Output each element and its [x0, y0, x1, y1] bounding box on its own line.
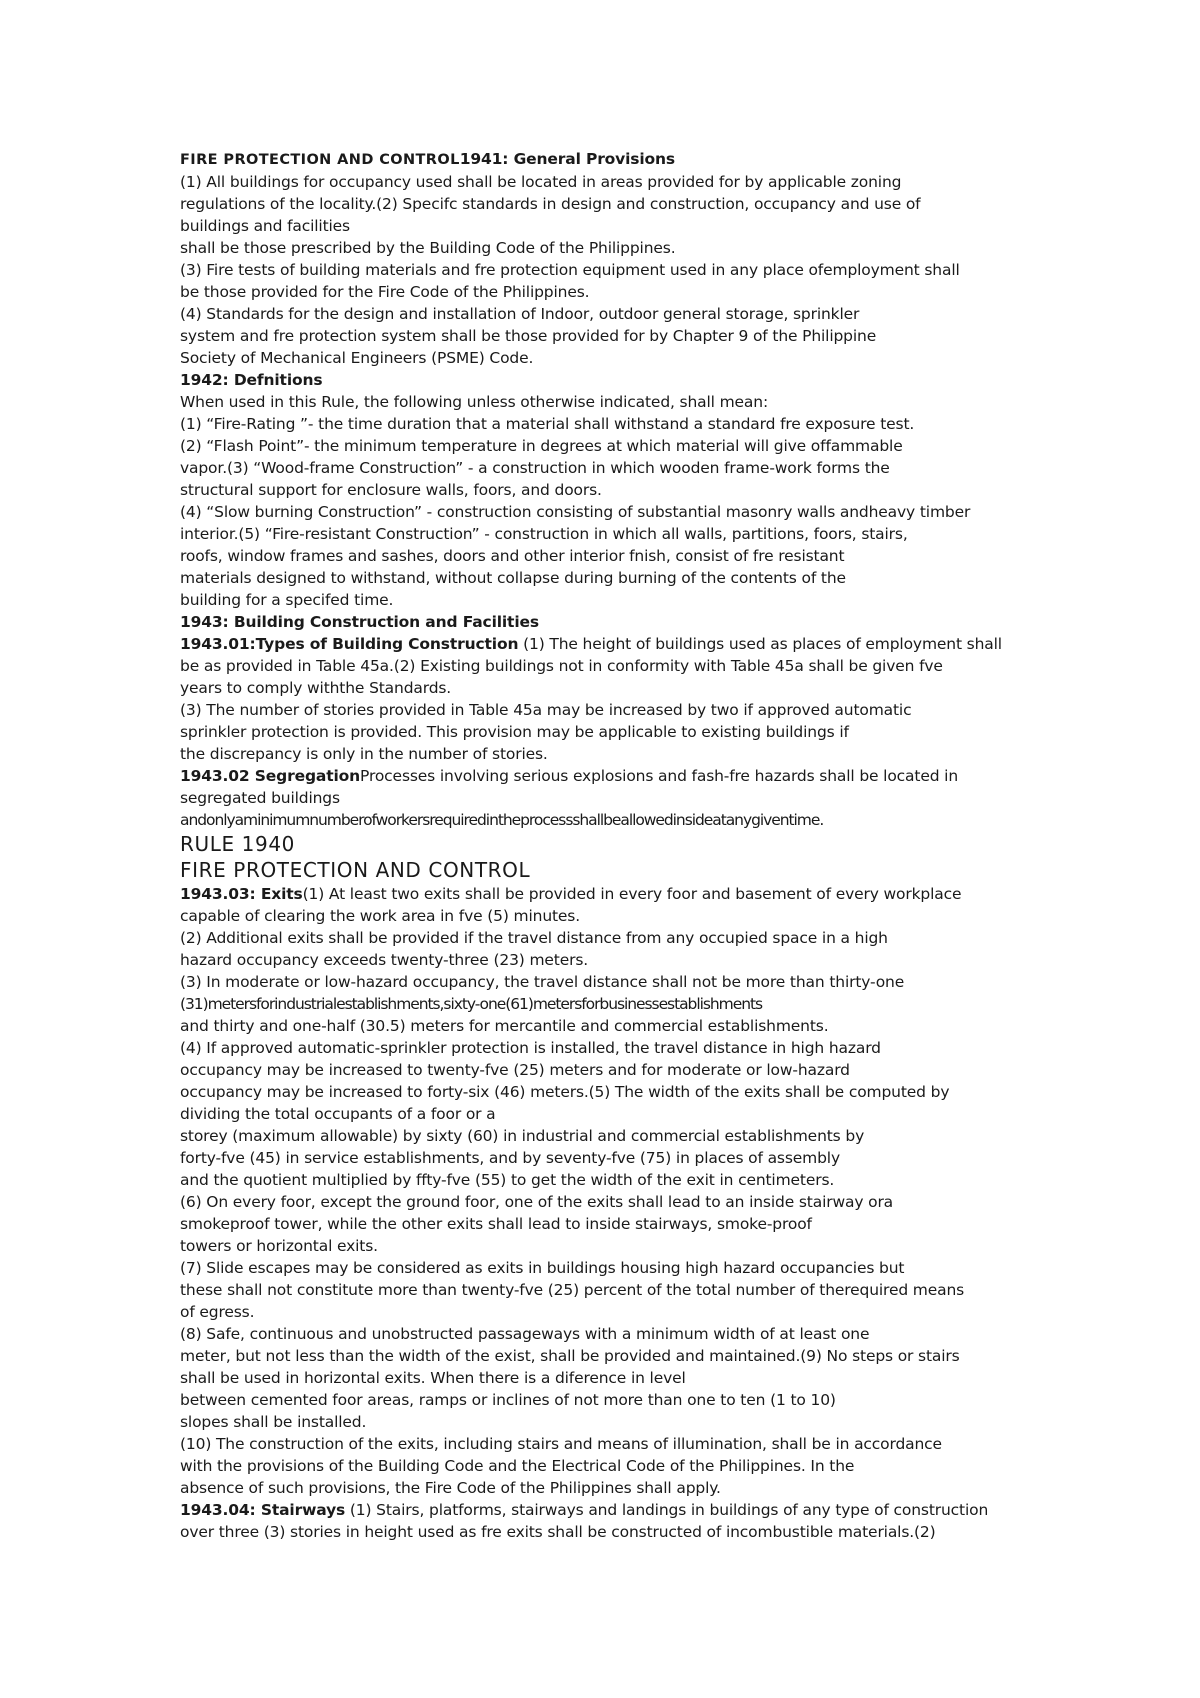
document-body: [180, 148, 1025, 1543]
text-line: materials designed to withstand, without collapse during burning of the contents of the: [180, 569, 846, 587]
text-run: (1) The height of buildings used as places of employment shall: [518, 635, 1002, 653]
text-line: sprinkler protection is provided. This provision may be applicable to existing buildings if: [180, 723, 849, 741]
section-heading-1941: 1941: General Provisions: [459, 150, 675, 168]
text-line: building for a specifed time.: [180, 591, 394, 609]
text-line: interior.(5) “Fire-resistant Construction” - construction in which all walls, partitions, foors, stairs,: [180, 525, 908, 543]
text-line: (4) Standards for the design and installation of Indoor, outdoor general storage, sprinkler: [180, 305, 860, 323]
text-line: buildings and facilities: [180, 217, 350, 235]
header-line: [180, 148, 1025, 171]
text-line: (4) If approved automatic-sprinkler protection is installed, the travel distance in high hazard: [180, 1039, 881, 1057]
text-run: (1) Stairs, platforms, stairways and landings in buildings of any type of construction: [345, 1501, 989, 1519]
text-line: the discrepancy is only in the number of stories.: [180, 745, 548, 763]
text-line: regulations of the locality.(2) Specifc standards in design and construction, occupancy and use of: [180, 195, 921, 213]
text-line: occupancy may be increased to twenty-fve (25) meters and for moderate or low-hazard: [180, 1061, 850, 1079]
text-line: (2) Additional exits shall be provided if the travel distance from any occupied space in a high: [180, 929, 888, 947]
text-line: (3) In moderate or low-hazard occupancy, the travel distance shall not be more than thirty-one: [180, 973, 905, 991]
text-line: and the quotient multiplied by ffty-fve (55) to get the width of the exit in centimeters.: [180, 1171, 835, 1189]
header-prefix: FIRE PROTECTION AND CONTROL: [180, 152, 460, 168]
text-line: dividing the total occupants of a foor or a: [180, 1105, 496, 1123]
rule-number: RULE 1940: [180, 832, 295, 856]
text-line: Society of Mechanical Engineers (PSME) Code.: [180, 349, 534, 367]
text-line: smokeproof tower, while the other exits shall lead to inside stairways, smoke-proof: [180, 1215, 812, 1233]
text-line: (3) Fire tests of building materials and fre protection equipment used in any place ofemployment shall: [180, 261, 960, 279]
text-line: shall be those prescribed by the Building Code of the Philippines.: [180, 239, 676, 257]
text-line: (4) “Slow burning Construction” - construction consisting of substantial masonry walls andheavy timber: [180, 503, 971, 521]
text-line: (1) All buildings for occupancy used shall be located in areas provided for by applicable zoning: [180, 173, 902, 191]
section-heading-1943: 1943: Building Construction and Facilities: [180, 613, 539, 631]
text-line: years to comply withthe Standards.: [180, 679, 452, 697]
text-line: hazard occupancy exceeds twenty-three (23) meters.: [180, 951, 589, 969]
text-line: (8) Safe, continuous and unobstructed passageways with a minimum width of at least one: [180, 1325, 870, 1343]
text-line: (7) Slide escapes may be considered as exits in buildings housing high hazard occupancies but: [180, 1259, 905, 1277]
section-heading-1942: 1942: Defnitions: [180, 371, 323, 389]
text-line: capable of clearing the work area in fve (5) minutes.: [180, 907, 581, 925]
text-line: [180, 633, 1025, 655]
subsection-heading-1943-04: 1943.04: Stairways: [180, 1501, 346, 1519]
text-line: slopes shall be installed.: [180, 1413, 367, 1431]
text-line: (10) The construction of the exits, including stairs and means of illumination, shall be in accordance: [180, 1435, 942, 1453]
text-line: and thirty and one-half (30.5) meters for mercantile and commercial establishments.: [180, 1017, 829, 1035]
text-run: (1) At least two exits shall be provided in every foor and basement of every workplace: [302, 885, 962, 903]
text-line: meter, but not less than the width of the exist, shall be provided and maintained.(9) No steps or stairs: [180, 1347, 960, 1365]
text-line: (3) The number of stories provided in Table 45a may be increased by two if approved automatic: [180, 701, 912, 719]
text-line: andonlyaminimumnumberofworkersrequiredintheprocessshallbeallowedinsideatanygiventime.: [180, 811, 824, 829]
text-line: be as provided in Table 45a.(2) Existing buildings not in conformity with Table 45a shall be given fve: [180, 657, 943, 675]
text-line: storey (maximum allowable) by sixty (60) in industrial and commercial establishments by: [180, 1127, 865, 1145]
text-line: (31)metersforindustrialestablishments,sixty-one(61)metersforbusinessestablishments: [180, 995, 763, 1013]
text-line: roofs, window frames and sashes, doors and other interior fnish, consist of fre resistant: [180, 547, 845, 565]
text-line: with the provisions of the Building Code and the Electrical Code of the Philippines. In the: [180, 1457, 855, 1475]
text-line: be those provided for the Fire Code of the Philippines.: [180, 283, 590, 301]
text-line: (2) “Flash Point”- the minimum temperature in degrees at which material will give offammable: [180, 437, 903, 455]
text-line: shall be used in horizontal exits. When there is a diference in level: [180, 1369, 686, 1387]
text-line: [180, 765, 1025, 787]
rule-title: FIRE PROTECTION AND CONTROL: [180, 858, 531, 882]
text-line: [180, 1499, 1025, 1521]
text-line: structural support for enclosure walls, foors, and doors.: [180, 481, 602, 499]
text-run: Processes involving serious explosions and fash-fre hazards shall be located in: [360, 767, 958, 785]
text-line: (1) “Fire-Rating ”- the time duration that a material shall withstand a standard fre exposure test.: [180, 415, 915, 433]
subsection-heading-1943-02: 1943.02 Segregation: [180, 767, 361, 785]
text-line: forty-fve (45) in service establishments, and by seventy-fve (75) in places of assembly: [180, 1149, 840, 1167]
text-line: system and fre protection system shall be those provided for by Chapter 9 of the Philippine: [180, 327, 877, 345]
text-line: absence of such provisions, the Fire Code of the Philippines shall apply.: [180, 1479, 721, 1497]
text-line: When used in this Rule, the following unless otherwise indicated, shall mean:: [180, 393, 769, 411]
text-line: [180, 883, 1025, 905]
text-line: segregated buildings: [180, 789, 340, 807]
text-line: over three (3) stories in height used as fre exits shall be constructed of incombustible materials.(2): [180, 1523, 936, 1541]
subsection-heading-1943-03: 1943.03: Exits: [180, 885, 303, 903]
text-line: towers or horizontal exits.: [180, 1237, 378, 1255]
text-line: of egress.: [180, 1303, 255, 1321]
subsection-heading-1943-01: 1943.01:Types of Building Construction: [180, 635, 519, 653]
text-line: (6) On every foor, except the ground foor, one of the exits shall lead to an inside stairway ora: [180, 1193, 894, 1211]
text-line: these shall not constitute more than twenty-fve (25) percent of the total number of therequired means: [180, 1281, 965, 1299]
text-line: occupancy may be increased to forty-six (46) meters.(5) The width of the exits shall be computed by: [180, 1083, 950, 1101]
text-line: between cemented foor areas, ramps or inclines of not more than one to ten (1 to 10): [180, 1391, 836, 1409]
text-line: vapor.(3) “Wood-frame Construction” - a construction in which wooden frame-work forms the: [180, 459, 890, 477]
